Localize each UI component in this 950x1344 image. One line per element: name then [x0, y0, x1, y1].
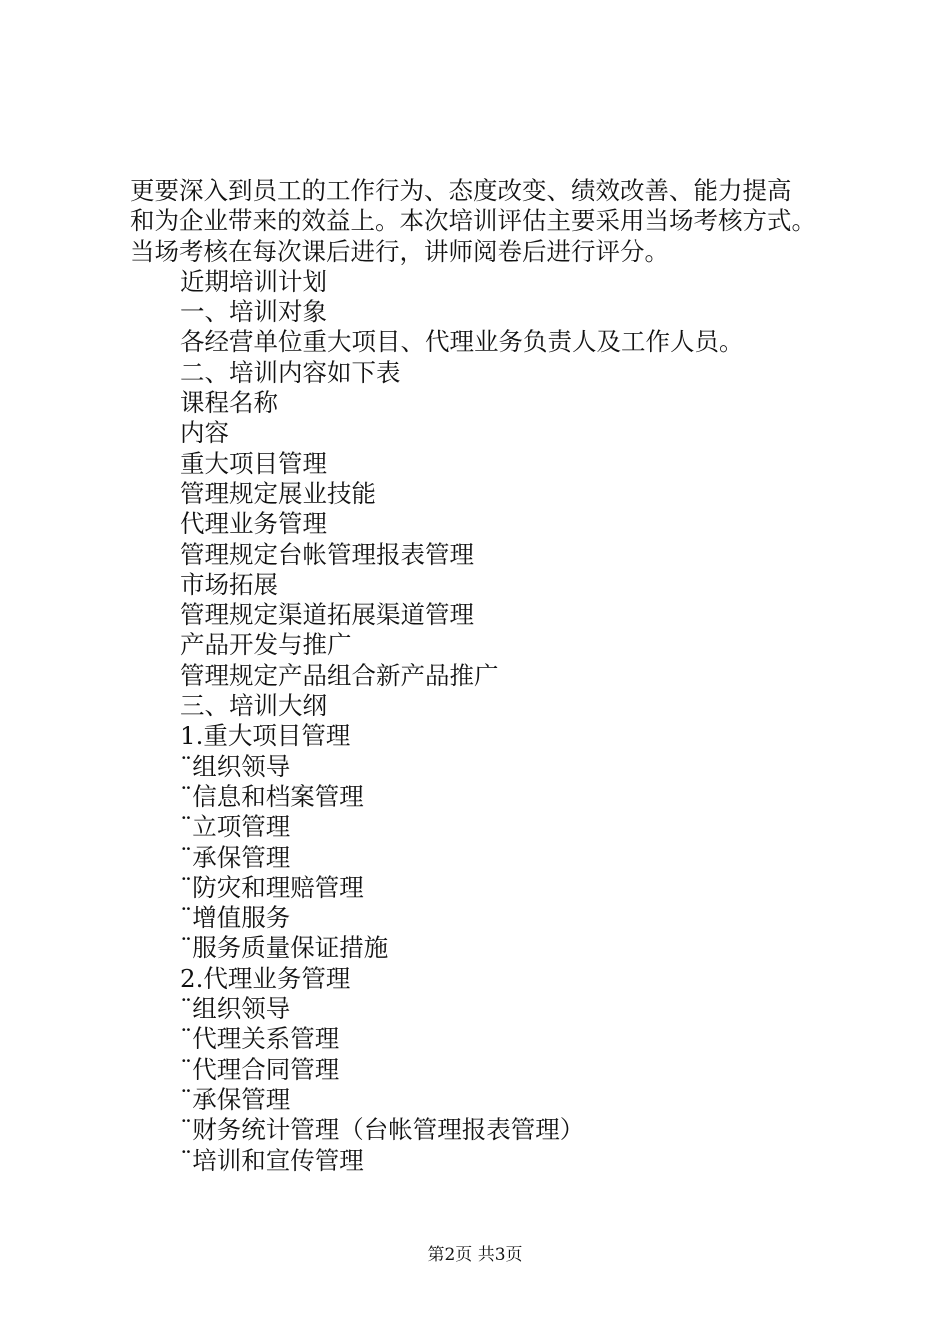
- table-cell-course: 产品开发与推广: [180, 630, 352, 660]
- page-footer: 第2页 共3页: [427, 1245, 523, 1265]
- table-cell-content: 管理规定台帐管理报表管理: [180, 539, 474, 569]
- intro-line: 和为企业带来的效益上。本次培训评估主要采用当场考核方式。: [130, 206, 816, 236]
- outline-title: 1.重大项目管理: [180, 721, 351, 751]
- table-header-course: 课程名称: [180, 388, 278, 418]
- outline-item: ¨代理合同管理: [180, 1054, 340, 1084]
- plan-title: 近期培训计划: [180, 266, 327, 296]
- outline-item: ¨承保管理: [180, 842, 291, 872]
- table-cell-content: 管理规定产品组合新产品推广: [180, 660, 499, 690]
- table-cell-course: 市场拓展: [180, 569, 278, 599]
- outline-item: ¨代理关系管理: [180, 1024, 340, 1054]
- outline-item: ¨增值服务: [180, 903, 291, 933]
- outline-item: ¨财务统计管理（台帐管理报表管理）: [180, 1115, 585, 1145]
- outline-item: ¨立项管理: [180, 812, 291, 842]
- outline-item: ¨培训和宣传管理: [180, 1145, 364, 1175]
- section-heading: 一、培训对象: [180, 297, 327, 327]
- intro-line: 当场考核在每次课后进行，讲师阅卷后进行评分。: [130, 236, 669, 266]
- outline-title: 2.代理业务管理: [180, 963, 351, 993]
- table-cell-content: 管理规定展业技能: [180, 478, 376, 508]
- table-header-content: 内容: [180, 418, 229, 448]
- outline-item: ¨信息和档案管理: [180, 781, 364, 811]
- outline-item: ¨承保管理: [180, 1084, 291, 1114]
- outline-item: ¨服务质量保证措施: [180, 933, 389, 963]
- outline-item: ¨组织领导: [180, 751, 291, 781]
- table-cell-course: 代理业务管理: [180, 509, 327, 539]
- section-text: 各经营单位重大项目、代理业务负责人及工作人员。: [180, 327, 744, 357]
- table-cell-course: 重大项目管理: [180, 448, 327, 478]
- outline-item: ¨防灾和理赔管理: [180, 872, 364, 902]
- outline-item: ¨组织领导: [180, 994, 291, 1024]
- intro-line: 更要深入到员工的工作行为、态度改变、绩效改善、能力提高: [130, 176, 792, 205]
- document-body: [130, 176, 920, 1176]
- section-heading: 三、培训大纲: [180, 691, 327, 721]
- section-heading: 二、培训内容如下表: [180, 357, 401, 387]
- table-cell-content: 管理规定渠道拓展渠道管理: [180, 600, 474, 630]
